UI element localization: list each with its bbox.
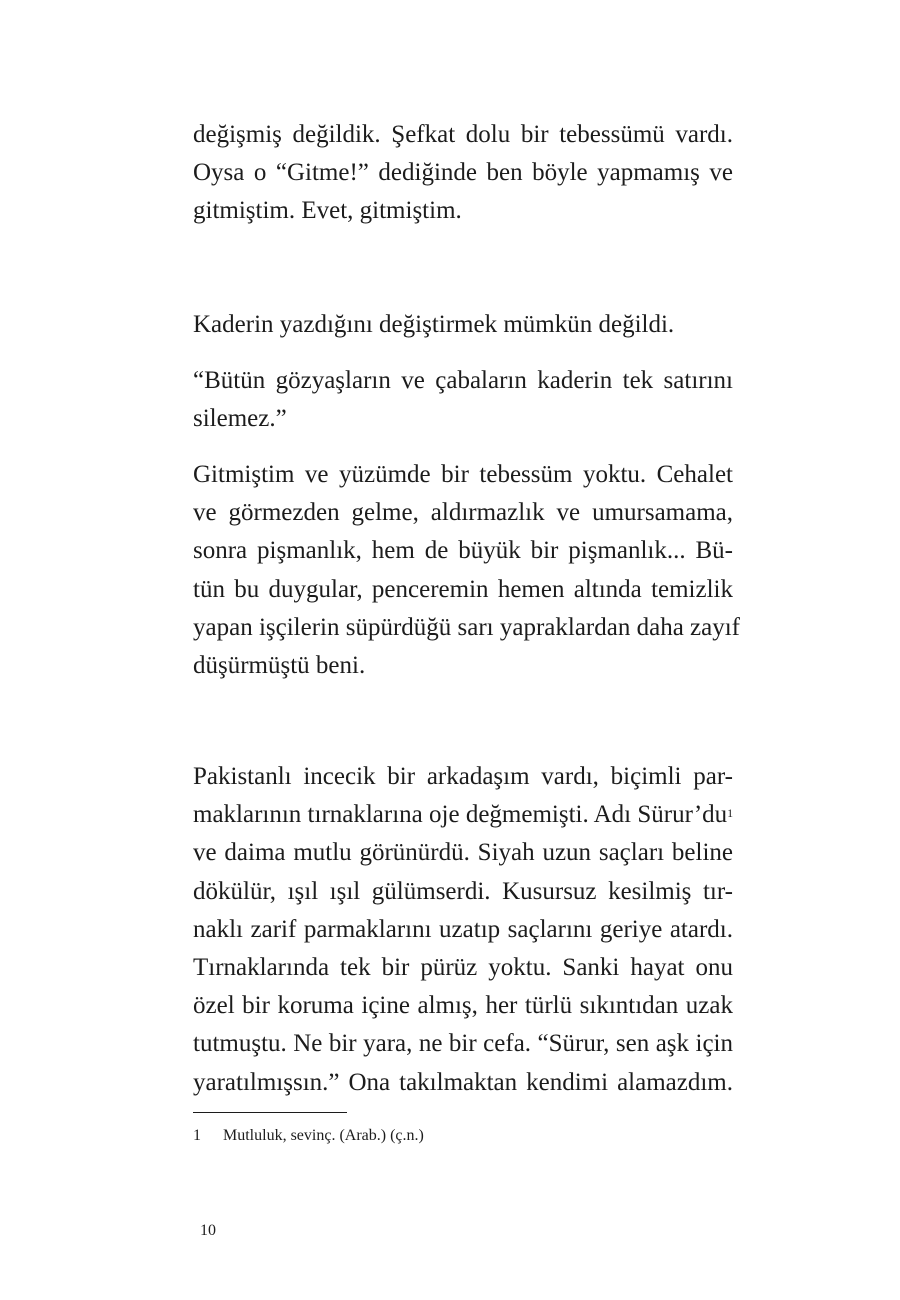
text-line: tutmuştu. Ne bir yara, ne bir cefa. “Sürur, sen aşk için	[193, 1030, 733, 1058]
text-line: naklı zarif parmaklarını uzatıp saçlarını geriye atardı.	[193, 915, 733, 943]
footnote-reference[interactable]: 1	[727, 806, 734, 821]
text-line: yapan işçilerin süpürdüğü sarı yapraklardan daha zayıf	[193, 613, 741, 641]
text-line: dökülür, ışıl ışıl gülümserdi. Kusursuz kesilmiş tır-	[193, 877, 733, 905]
text-line: düşürmüştü beni.	[193, 652, 366, 680]
text-line-with-footnote	[193, 796, 733, 834]
text-line: Kaderin yazdığını değiştirmek mümkün değildi.	[193, 311, 675, 338]
text-line: Oysa o “Gitme!” dediğinde ben böyle yapmamış ve	[193, 159, 733, 187]
paragraph	[193, 306, 733, 344]
paragraph	[193, 456, 741, 685]
text-line: silemez.”	[193, 405, 287, 433]
page-number: 10	[200, 1222, 216, 1239]
text-line: değişmiş değildik. Şefkat dolu bir tebessümü vardı.	[193, 121, 733, 148]
text-line: maklarının tırnaklarına oje değmemişti. Adı Sürur’du	[193, 801, 728, 829]
text-line: Tırnaklarında tek bir pürüz yoktu. Sanki hayat onu	[193, 954, 733, 982]
paragraph	[193, 758, 733, 1102]
text-line: ve daima mutlu görünürdü. Siyah uzun saçları beline	[193, 839, 733, 867]
text-line: gitmiştim. Evet, gitmiştim.	[193, 197, 462, 225]
footnote-number: 1	[193, 1127, 201, 1144]
paragraph	[193, 116, 733, 231]
footnote-text: Mutluluk, sevinç. (Arab.) (ç.n.)	[223, 1127, 424, 1144]
text-line: sonra pişmanlık, hem de büyük bir pişmanlık... Bü-	[193, 537, 733, 565]
footnote	[193, 1126, 424, 1146]
text-line: tün bu duygular, penceremin hemen altında temizlik	[193, 575, 733, 603]
footnote-divider	[193, 1112, 347, 1113]
text-line: “Bütün gözyaşların ve çabaların kaderin tek satırını	[193, 367, 733, 394]
paragraph	[193, 362, 733, 438]
text-line: ve görmezden gelme, aldırmazlık ve umursamama,	[193, 499, 733, 527]
text-line: Gitmiştim ve yüzümde bir tebessüm yoktu. Cehalet	[193, 461, 733, 488]
text-line: yaratılmışsın.” Ona takılmaktan kendimi alamazdım.	[193, 1068, 733, 1096]
text-line: özel bir koruma içine almış, her türlü sıkıntıdan uzak	[193, 992, 733, 1020]
text-line: Pakistanlı incecik bir arkadaşım vardı, biçimli par-	[193, 763, 733, 790]
